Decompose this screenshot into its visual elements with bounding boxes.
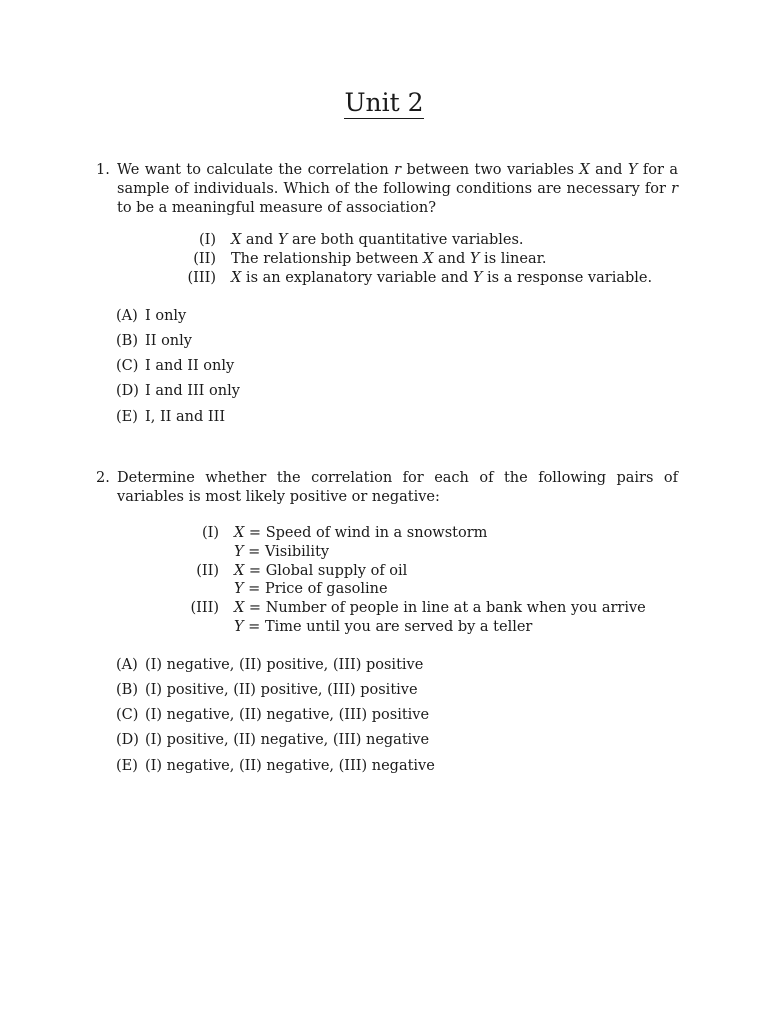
page-title <box>0 88 768 118</box>
choice-label: (C) <box>116 707 139 723</box>
choice-label: (D) <box>116 732 139 748</box>
q2-pair-y-text: Y = Price of gasoline <box>234 581 388 597</box>
choice-label: (B) <box>116 682 138 698</box>
q2-pair-label: (II) <box>196 563 219 579</box>
choice-label: (E) <box>116 409 138 425</box>
choice-label: (D) <box>116 383 139 399</box>
choice-text: II only <box>145 333 192 349</box>
q2-choice-c <box>116 706 429 725</box>
choice-label: (C) <box>116 358 139 374</box>
q1-choice-a <box>116 307 186 326</box>
q1-condition-label: (I) <box>198 232 216 248</box>
choice-text: (I) positive, (II) negative, (III) negative <box>145 732 430 748</box>
choice-label: (A) <box>116 308 138 324</box>
q2-pair-y-text: Y = Visibility <box>234 544 330 560</box>
choice-label: (B) <box>116 333 138 349</box>
question-1-number: 1. <box>96 162 110 178</box>
q2-pair-y-text: Y = Time until you are served by a teller <box>234 619 533 635</box>
q2-pair-label: (I) <box>201 525 219 541</box>
choice-text: I, II and III <box>145 409 226 425</box>
choice-text: I and III only <box>145 383 240 399</box>
choice-text: (I) negative, (II) positive, (III) positive <box>145 657 424 673</box>
choice-label: (E) <box>116 758 138 774</box>
q2-choice-d <box>116 731 429 750</box>
q1-condition-text: X is an explanatory variable and Y is a response variable. <box>231 270 653 286</box>
choice-text: I and II only <box>145 358 235 374</box>
q2-choice-e <box>116 757 435 776</box>
q1-choice-d <box>116 382 240 401</box>
q1-condition-label: (III) <box>187 270 216 286</box>
q1-condition-text: The relationship between X and Y is linear. <box>231 251 547 267</box>
choice-text: I only <box>145 308 187 324</box>
question-1-text: We want to calculate the correlation r between two variables X and Y for a sample of individuals. Which of the following conditions are necessary for r to be a meaningful measure of association? <box>117 162 679 216</box>
q2-pair-x-text: X = Number of people in line at a bank when you arrive <box>234 600 646 616</box>
q2-choice-b <box>116 681 418 700</box>
choice-text: (I) negative, (II) negative, (III) negative <box>145 758 435 774</box>
q2-pair-label: (III) <box>190 600 219 616</box>
q1-choice-c <box>116 357 234 376</box>
q2-choice-a <box>116 656 423 675</box>
q2-pair-x-text: X = Speed of wind in a snowstorm <box>234 525 488 541</box>
question-2-text: Determine whether the correlation for each of the following pairs of variables is most likely positive or negative: <box>117 470 678 505</box>
page-title-text: Unit 2 <box>344 88 424 117</box>
choice-label: (A) <box>116 657 138 673</box>
question-2-number: 2. <box>96 470 110 486</box>
choice-text: (I) negative, (II) negative, (III) positive <box>145 707 430 723</box>
q1-condition-label: (II) <box>193 251 216 267</box>
q1-choice-e <box>116 408 225 427</box>
choice-text: (I) positive, (II) positive, (III) positive <box>145 682 418 698</box>
q2-pair-x-text: X = Global supply of oil <box>234 563 408 579</box>
q1-condition-text: X and Y are both quantitative variables. <box>231 232 524 248</box>
q1-choice-b <box>116 332 192 351</box>
